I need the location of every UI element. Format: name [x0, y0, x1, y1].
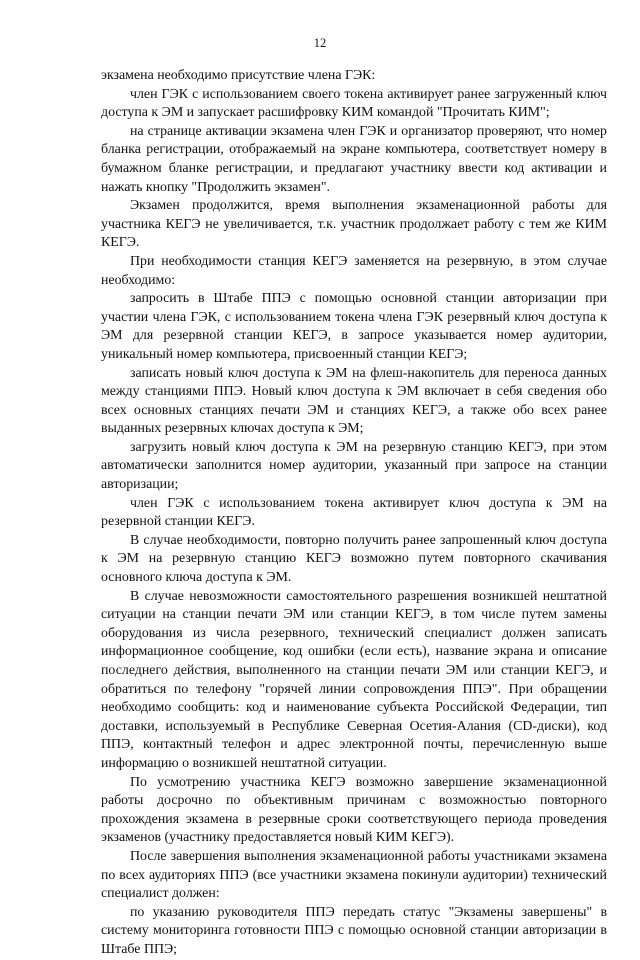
paragraph-write-key: записать новый ключ доступа к ЭМ на флеш-накопитель для переноса данных между станциями ППЭ. Новый ключ доступа к ЭМ включает в себя сведения обо всех основных станциях печати ЭМ и станциях КЕГЭ, а также обо всех ранее выданных резервных ключах доступа к ЭМ;	[101, 365, 607, 437]
page-body	[101, 67, 607, 960]
paragraph-early-finish: По усмотрению участника КЕГЭ возможно завершение экзаменационной работы досрочно по объективным причинам с возможностью повторного прохождения экзамена в резервные сроки соответствующего периода проведения экзаменов (участнику предоставляется новый КИМ КЕГЭ).	[101, 774, 607, 846]
paragraph-activation-page: на странице активации экзамена член ГЭК и организатор проверяют, что номер бланка регистрации, отображаемый на экране компьютера, соответствует номеру в бумажном бланке регистрации, и предлагают участнику ввести код активации и нажать кнопку "Продолжить экзамен".	[101, 123, 607, 195]
paragraph-status-transfer: по указанию руководителя ППЭ передать статус "Экзамены завершены" в систему мониторинга готовности ППЭ с помощью основной станции авторизации в Штабе ППЭ;	[101, 904, 607, 957]
paragraph-continuation: экзамена необходимо присутствие члена ГЭК:	[101, 68, 376, 83]
paragraph-reserve-station: При необходимости станция КЕГЭ заменяется на резервную, в этом случае необходимо:	[101, 253, 607, 288]
paragraph-load-key: загрузить новый ключ доступа к ЭМ на резервную станцию КЕГЭ, при этом автоматически заполнится номер аудитории, указанный при запросе на станции авторизации;	[101, 439, 607, 493]
paragraph-activate-key: член ГЭК с использованием токена активирует ключ доступа к ЭМ на резервной станции КЕГЭ.	[101, 495, 607, 530]
paragraph-request-key: запросить в Штабе ППЭ с помощью основной станции авторизации при участии члена ГЭК, с использованием токена члена ГЭК резервный ключ доступа к ЭМ для резервной станции КЕГЭ, в запросе указывается номер аудитории, уникальный номер компьютера, присвоенный станции КЕГЭ;	[101, 291, 607, 362]
paragraph-after-exam: После завершения выполнения экзаменационной работы участниками экзамена по всех аудиториях ППЭ (все участники экзамена покинули аудитории) технический специалист должен:	[101, 848, 607, 902]
paragraph-gek-activation: член ГЭК с использованием своего токена активирует ранее загруженный ключ доступа к ЭМ и запускает расшифровку КИМ командой "Прочитать КИМ";	[101, 86, 607, 121]
page-number: 12	[313, 36, 327, 50]
paragraph-exam-continues: Экзамен продолжится, время выполнения экзаменационной работы для участника КЕГЭ не увеличивается, т.к. участник продолжает работу с тем же КИМ КЕГЭ.	[101, 198, 607, 251]
paragraph-repeat-key: В случае необходимости, повторно получить ранее запрошенный ключ доступа к ЭМ на резервную станцию КЕГЭ возможно путем повторного скачивания основного ключа доступа к ЭМ.	[101, 532, 607, 586]
paragraph-hotline: В случае невозможности самостоятельного разрешения возникшей нештатной ситуации на станции печати ЭМ или станции КЕГЭ, в том числе путем замены оборудования из числа резервного, технический специалист должен записать информационное сообщение, код ошибки (если есть), название экрана и описание последнего действия, выполненного на станции печати ЭМ или станции КЕГЭ, и обратиться по телефону "горячей линии сопровождения ППЭ". При обращении необходимо сообщить: код и наименование субъекта Российской Федерации, тип доставки, используемый в Республике Северная Осетия-Алания (CD-диски), код ППЭ, контактный телефон и адрес электронной почты, перечисленную выше информацию о возникшей нештатной ситуации.	[101, 588, 607, 771]
